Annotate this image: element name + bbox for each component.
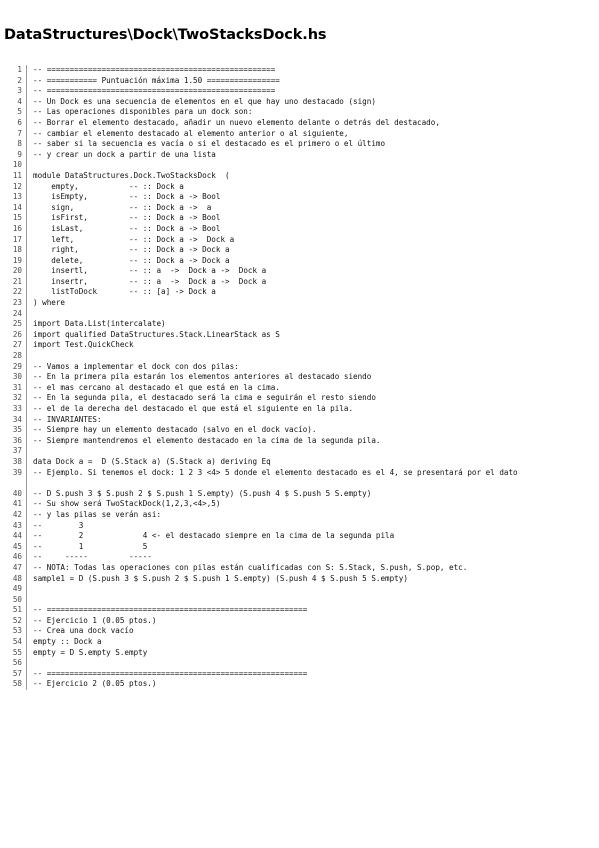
code-text: -- Su show será TwoStackDock(1,2,3,<4>,5) <box>33 499 221 509</box>
code-line <box>0 171 599 182</box>
code-text: -- el de la derecha del destacado el que está el siguiente en la pila. <box>33 404 354 413</box>
line-number: 44 <box>12 531 22 541</box>
line-number: 29 <box>12 361 22 371</box>
code-text: insertl, -- :: a -> Dock a -> Dock a <box>33 266 267 276</box>
line-number: 7 <box>17 128 22 138</box>
code-line <box>0 129 599 140</box>
code-line <box>0 298 599 309</box>
code-line <box>0 605 599 616</box>
code-text: -- D S.push 3 $ S.push 2 $ S.push 1 S.empty) (S.push 4 $ S.push 5 S.empty) <box>33 488 372 498</box>
line-number: 16 <box>12 223 22 233</box>
line-number: 50 <box>12 594 22 604</box>
code-line <box>0 531 599 542</box>
gutter-divider <box>26 192 27 203</box>
code-text: -- Siempre hay un elemento destacado (salvo en el dock vacío). <box>33 425 317 435</box>
code-text: import Test.QuickCheck <box>33 340 134 350</box>
code-text: delete, -- :: Dock a -> Dock a <box>33 255 230 265</box>
code-text: -- Ejemplo. Si tenemos el dock: 1 2 3 <4> 5 donde el elemento destacado es el 4, se presentará por el dato <box>33 467 518 477</box>
gutter-divider <box>26 542 27 553</box>
gutter-divider <box>26 362 27 373</box>
gutter-divider <box>26 563 27 574</box>
gutter-divider <box>26 626 27 637</box>
line-number: 42 <box>12 509 22 519</box>
gutter-divider <box>26 669 27 680</box>
code-line <box>0 139 599 150</box>
gutter-divider <box>26 372 27 383</box>
code-listing <box>0 65 599 690</box>
line-number: 33 <box>12 404 22 413</box>
gutter-divider <box>26 150 27 161</box>
code-line <box>0 182 599 193</box>
code-text: -- Ejercicio 1 (0.05 ptos.) <box>33 615 157 625</box>
code-text: sample1 = D (S.push 3 $ S.push 2 $ S.push 1 S.empty) (S.push 4 $ S.push 5 S.empty) <box>33 573 408 583</box>
line-number: 56 <box>12 658 22 668</box>
code-text: data Dock a = D (S.Stack a) (S.Stack a) deriving Eq <box>33 456 271 466</box>
code-line <box>0 499 599 510</box>
code-line <box>0 330 599 341</box>
code-text: -- Crea una dock vacío <box>33 626 134 636</box>
line-number: 13 <box>12 192 22 202</box>
gutter-divider <box>26 521 27 532</box>
gutter-divider <box>26 457 27 468</box>
line-number: 11 <box>12 170 22 180</box>
line-number: 30 <box>12 372 22 382</box>
line-number: 36 <box>12 435 22 445</box>
gutter-divider <box>26 584 27 595</box>
code-text: -- Un Dock es una secuencia de elementos en el que hay uno destacado (sign) <box>33 96 376 106</box>
code-text: -- Vamos a implementar el dock con dos pilas: <box>33 361 239 371</box>
line-number: 52 <box>12 615 22 625</box>
line-number: 39 <box>12 467 22 477</box>
gutter-divider <box>26 235 27 246</box>
gutter-divider <box>26 86 27 97</box>
code-line <box>0 107 599 118</box>
line-number: 53 <box>12 626 22 636</box>
gutter-divider <box>26 404 27 415</box>
line-number: 45 <box>12 541 22 551</box>
code-line <box>0 224 599 235</box>
code-line <box>0 637 599 648</box>
gutter-divider <box>26 330 27 341</box>
gutter-divider <box>26 266 27 277</box>
code-line <box>0 521 599 532</box>
code-line <box>0 203 599 214</box>
code-line <box>0 287 599 298</box>
line-number: 3 <box>17 86 22 96</box>
code-text: -- 2 4 <- el destacado siempre en la cima de la segunda pila <box>33 531 395 541</box>
code-text: sign, -- :: Dock a -> a <box>33 202 212 212</box>
code-line <box>0 76 599 87</box>
code-line <box>0 150 599 161</box>
code-line <box>0 362 599 373</box>
code-text: -- ================================================== <box>33 65 276 74</box>
line-number: 31 <box>12 382 22 392</box>
code-text: isEmpty, -- :: Dock a -> Bool <box>33 192 221 202</box>
code-line <box>0 86 599 97</box>
code-line <box>0 648 599 659</box>
line-number: 55 <box>12 647 22 657</box>
code-line <box>0 340 599 351</box>
gutter-divider <box>26 595 27 606</box>
code-line <box>0 372 599 383</box>
line-number: 47 <box>12 562 22 572</box>
code-line <box>0 213 599 224</box>
line-number: 22 <box>12 287 22 297</box>
line-number: 10 <box>12 160 22 170</box>
code-line <box>0 446 599 457</box>
line-number: 18 <box>12 245 22 255</box>
code-text: -- Las operaciones disponibles para un dock son: <box>33 107 253 117</box>
code-text: empty = D S.empty S.empty <box>33 647 148 657</box>
line-number: 35 <box>12 425 22 435</box>
line-number: 19 <box>12 255 22 265</box>
line-number: 12 <box>12 181 22 191</box>
gutter-divider <box>26 510 27 521</box>
code-line <box>0 510 599 521</box>
gutter-divider <box>26 605 27 616</box>
line-number: 28 <box>12 351 22 361</box>
gutter-divider <box>26 351 27 362</box>
code-line <box>0 309 599 320</box>
code-line <box>0 160 599 171</box>
code-text: listToDock -- :: [a] -> Dock a <box>33 287 216 297</box>
code-line <box>0 468 599 489</box>
gutter-divider <box>26 499 27 510</box>
line-number: 2 <box>17 75 22 85</box>
code-text: right, -- :: Dock a -> Dock a <box>33 245 230 255</box>
line-number: 49 <box>12 584 22 594</box>
file-title: DataStructures\Dock\TwoStacksDock.hs <box>4 27 327 43</box>
line-number: 43 <box>12 520 22 530</box>
line-number: 14 <box>12 202 22 212</box>
code-line <box>0 563 599 574</box>
code-text: -- el mas cercano al destacado el que está en la cima. <box>33 382 280 392</box>
gutter-divider <box>26 203 27 214</box>
line-number: 34 <box>12 414 22 424</box>
gutter-divider <box>26 224 27 235</box>
code-text: insertr, -- :: a -> Dock a -> Dock a <box>33 276 267 286</box>
code-line <box>0 383 599 394</box>
gutter-divider <box>26 160 27 171</box>
line-number: 8 <box>17 139 22 149</box>
code-line <box>0 616 599 627</box>
code-text: -- En la segunda pila, el destacado será la cima e seguirán el resto siendo <box>33 393 376 403</box>
gutter-divider <box>26 637 27 648</box>
code-line <box>0 584 599 595</box>
code-line <box>0 65 599 76</box>
code-text: import Data.List(intercalate) <box>33 319 166 329</box>
line-number: 48 <box>12 573 22 583</box>
gutter-divider <box>26 616 27 627</box>
gutter-divider <box>26 65 27 76</box>
gutter-divider <box>26 648 27 659</box>
gutter-divider <box>26 436 27 447</box>
line-number: 5 <box>17 107 22 117</box>
code-line <box>0 235 599 246</box>
code-line <box>0 118 599 129</box>
code-text: -- 1 5 <box>33 541 148 551</box>
code-text: empty, -- :: Dock a <box>33 181 184 191</box>
line-number: 38 <box>12 456 22 466</box>
gutter-divider <box>26 319 27 330</box>
gutter-divider <box>26 129 27 140</box>
gutter-divider <box>26 213 27 224</box>
code-line <box>0 266 599 277</box>
line-number: 6 <box>17 117 22 127</box>
code-text: -- ========================================================= <box>33 668 308 678</box>
code-text: ) where <box>33 298 66 308</box>
gutter-divider <box>26 139 27 150</box>
gutter-divider <box>26 182 27 193</box>
line-number: 40 <box>12 488 22 498</box>
code-line <box>0 351 599 362</box>
gutter-divider <box>26 298 27 309</box>
code-line <box>0 595 599 606</box>
code-text: -- NOTA: Todas las operaciones con pilas están cualificadas con S: S.Stack, S.push, S.pop, etc. <box>33 562 468 572</box>
code-line <box>0 192 599 203</box>
code-line <box>0 552 599 563</box>
code-text: isFirst, -- :: Dock a -> Bool <box>33 213 221 223</box>
code-text: -- ================================================== <box>33 86 276 96</box>
gutter-divider <box>26 446 27 457</box>
line-number: 51 <box>12 605 22 615</box>
code-line <box>0 97 599 108</box>
code-text: -- cambiar el elemento destacado al elemento anterior o al siguiente, <box>33 128 349 138</box>
code-line <box>0 679 599 690</box>
code-line <box>0 457 599 468</box>
gutter-divider <box>26 552 27 563</box>
code-line <box>0 574 599 585</box>
line-number: 24 <box>12 308 22 318</box>
code-line <box>0 319 599 330</box>
code-text: -- En la primera pila estarán los elementos anteriores al destacado siendo <box>33 372 372 382</box>
gutter-divider <box>26 531 27 542</box>
code-text: -- =========== Puntuación máxima 1.50 ================ <box>33 75 280 85</box>
gutter-divider <box>26 245 27 256</box>
code-line <box>0 542 599 553</box>
gutter-divider <box>26 658 27 669</box>
line-number: 25 <box>12 319 22 329</box>
gutter-divider <box>26 97 27 108</box>
line-number: 17 <box>12 234 22 244</box>
line-number: 46 <box>12 552 22 562</box>
code-text: isLast, -- :: Dock a -> Bool <box>33 223 221 233</box>
line-number: 57 <box>12 668 22 678</box>
gutter-divider <box>26 118 27 129</box>
code-line <box>0 626 599 637</box>
code-text: -- y crear un dock a partir de una lista <box>33 149 216 159</box>
gutter-divider <box>26 171 27 182</box>
line-number: 23 <box>12 298 22 308</box>
code-line <box>0 256 599 267</box>
code-text: left, -- :: Dock a -> Dock a <box>33 234 235 244</box>
line-number: 26 <box>12 329 22 339</box>
gutter-divider <box>26 256 27 267</box>
gutter-divider <box>26 574 27 585</box>
line-number: 1 <box>17 65 22 74</box>
code-text: -- Siempre mantendremos el elemento destacado en la cima de la segunda pila. <box>33 435 381 445</box>
code-text: -- y las pilas se verán asi: <box>33 509 162 519</box>
gutter-divider <box>26 383 27 394</box>
code-text: module DataStructures.Dock.TwoStacksDock ( <box>33 170 230 180</box>
code-text: -- INVARIANTES: <box>33 414 102 424</box>
code-line <box>0 415 599 426</box>
line-number: 20 <box>12 266 22 276</box>
gutter-divider <box>26 287 27 298</box>
gutter-divider <box>26 489 27 500</box>
gutter-divider <box>26 425 27 436</box>
gutter-divider <box>26 415 27 426</box>
line-number: 58 <box>12 679 22 689</box>
line-number: 15 <box>12 213 22 223</box>
code-text: -- ----- ----- <box>33 552 152 562</box>
code-line <box>0 404 599 415</box>
gutter-divider <box>26 340 27 351</box>
code-line <box>0 658 599 669</box>
line-number: 41 <box>12 499 22 509</box>
line-number: 9 <box>17 149 22 159</box>
line-number: 4 <box>17 96 22 106</box>
code-line <box>0 425 599 436</box>
code-text: import qualified DataStructures.Stack.LinearStack as S <box>33 329 280 339</box>
line-number: 32 <box>12 393 22 403</box>
gutter-divider <box>26 76 27 87</box>
code-text: -- Ejercicio 2 (0.05 ptos.) <box>33 679 157 689</box>
line-number: 27 <box>12 340 22 350</box>
code-line <box>0 277 599 288</box>
code-line <box>0 436 599 447</box>
gutter-divider <box>26 277 27 288</box>
gutter-divider <box>26 393 27 404</box>
line-number: 54 <box>12 637 22 647</box>
line-number: 37 <box>12 446 22 456</box>
code-line <box>0 245 599 256</box>
code-text: -- Borrar el elemento destacado, añadir un nuevo elemento delante o detrás del destacado, <box>33 117 440 127</box>
code-text: -- ========================================================= <box>33 605 308 615</box>
gutter-divider <box>26 309 27 320</box>
code-text: -- saber si la secuencia es vacía o si el destacado es el primero o el último <box>33 139 386 149</box>
code-text: empty :: Dock a <box>33 637 102 647</box>
code-line <box>0 393 599 404</box>
gutter-divider <box>26 468 27 489</box>
gutter-divider <box>26 679 27 690</box>
gutter-divider <box>26 107 27 118</box>
code-line <box>0 489 599 500</box>
line-number: 21 <box>12 276 22 286</box>
code-line <box>0 669 599 680</box>
code-text: -- 3 <box>33 520 84 530</box>
